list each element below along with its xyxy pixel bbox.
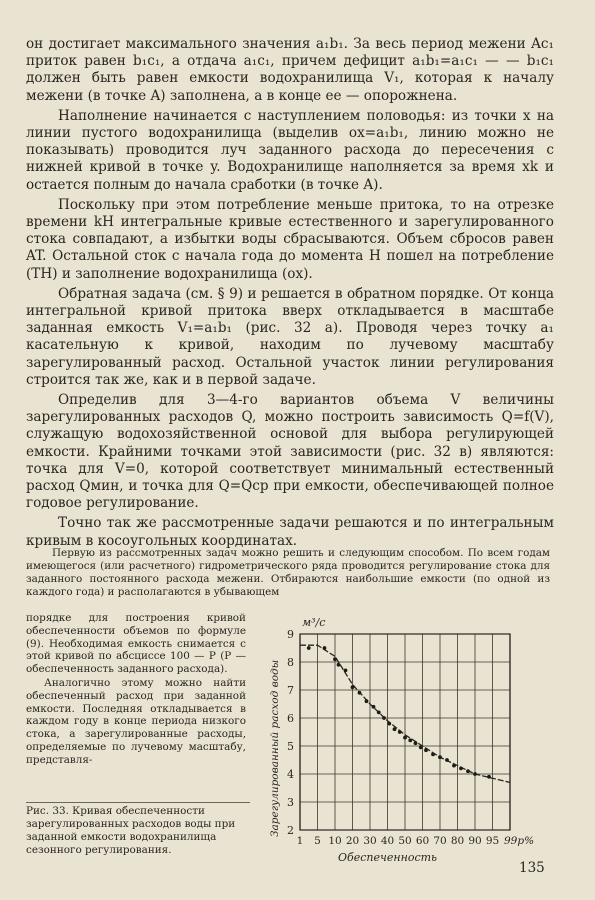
x-tick-label: 5 — [314, 835, 321, 847]
left-column-text — [26, 612, 246, 768]
data-point — [473, 772, 477, 776]
data-point — [398, 730, 402, 734]
data-point — [393, 727, 397, 731]
small-print-intro — [26, 547, 550, 599]
y-axis-label: Зарегулированный расход воды — [269, 659, 281, 837]
left-column-paragraph-2: Аналогично этому можно найти обеспеченный расход при заданной емкости. Последняя откладывается в каждом году в конце периода низкого стока, а зарегулированные расходы, определяемые по лучевому масштабу, представля- — [26, 676, 246, 766]
y-unit-label: м³/с — [302, 616, 326, 629]
x-tick-label: 95 — [485, 835, 500, 847]
x-tick-label: 70 — [433, 835, 447, 847]
data-point — [459, 767, 463, 771]
data-point — [419, 746, 423, 750]
paragraph-3: Поскольку при этом потребление меньше притока, то на отрезке времени kH интегральные кривые естественного и зарегулированного стока совпадают, а избытки воды сбрасываются. Объем сбросов равен AT. Остальной сток с начала года до момента H пошел на потребление (TH) и заполнение водохранилища (ox). — [26, 196, 554, 282]
paragraph-4: Обратная задача (см. § 9) и решается в обратном порядке. От конца интегральной кривой притока вверх откладывается в масштабе заданная емкость V₁=a₁b₁ (рис. 32 a). Проводя через точку a₁ касательную к кривой, находим по лучевому масштабу зарегулированный расход. Остальной участок линии регулирования строится так же, как и в первой задаче. — [26, 285, 554, 388]
x-tick-label: 10 — [328, 835, 342, 847]
y-tick-label: 7 — [287, 684, 294, 697]
data-point — [431, 753, 435, 757]
x-tick-labels — [297, 835, 534, 847]
left-column-paragraph-1: порядке для построения кривой обеспеченности объемов по формуле (9). Необходимая емкость снимается с этой кривой по абсциссе 100 — P (P — обеспеченность заданного расхода). — [26, 612, 246, 676]
y-tick-label: 2 — [287, 824, 294, 837]
data-point — [351, 685, 355, 689]
data-point — [377, 711, 381, 715]
paragraph-6: Точно так же рассмотренные задачи решаются и по интегральным кривым в косоугольных координатах. — [26, 515, 554, 549]
data-point — [424, 748, 428, 752]
data-point — [387, 722, 391, 726]
paragraph-5: Определив для 3—4-го вариантов объема V величины зарегулированных расходов Q, можно построить зависимость Q=f(V), служащую водохозяйственной основой для выбора регулирующей емкости. Крайними точками этой зависимости (рис. 32 в) являются: точка для V=0, которой соответствует минимальный естественный расход Qмин, и точка для Q=Qср при емкости, обеспечивающей полное годовое регулирование. — [26, 392, 554, 512]
data-point — [358, 691, 362, 695]
main-text — [26, 36, 554, 553]
y-tick-labels — [287, 628, 294, 837]
y-tick-label: 6 — [287, 712, 294, 725]
data-point — [372, 705, 376, 709]
x-tick-label: 90 — [468, 835, 482, 847]
page-number: 135 — [519, 860, 545, 876]
data-point — [333, 657, 337, 661]
data-point — [365, 699, 369, 703]
small-print-paragraph: Первую из рассмотренных задач можно решить и следующим способом. По всем годам имеющегося (или расчетного) гидрометрического ряда проводится регулирование стока для заданного постоянного расхода межени. Отбираются наибольшие емкости (по одной из каждого года) и располагаются в убывающем — [26, 547, 550, 598]
x-tick-label: 1 — [296, 835, 304, 847]
data-point — [307, 646, 311, 650]
data-point — [323, 646, 327, 650]
paragraph-1: он достигает максимального значения a₁b₁. За весь период межени Ac₁ приток равен b₁c₁, а отдача a₁c₁, причем дефицит a₁b₁=a₁c₁ — — b₁c₁ должен быть равен емкости водохранилища V₁, которая к началу межени (в точке A) заполнена, а в конце ее — опорожнена. — [26, 36, 554, 104]
y-tick-label: 8 — [287, 656, 294, 669]
data-point — [382, 716, 386, 720]
data-point — [466, 769, 470, 773]
data-point — [414, 741, 418, 745]
x-tick-label: 99p% — [504, 835, 535, 847]
data-point — [344, 669, 348, 673]
y-tick-label: 5 — [287, 740, 294, 753]
x-tick-label: 20 — [345, 835, 360, 847]
data-point — [452, 764, 456, 768]
y-tick-label: 9 — [287, 628, 294, 641]
data-point — [445, 758, 449, 762]
paragraph-2: Наполнение начинается с наступлением половодья: из точки x на линии пустого водохранилища (выделив ox=a₁b₁, линию можно не показывать) проводится луч заданного расхода до пересечения с нижней кривой в точке y. Водохранилище наполняется за время xk и остается полным до начала сработки (в точке A). — [26, 107, 554, 193]
y-tick-label: 4 — [287, 768, 294, 781]
data-points — [307, 646, 491, 779]
x-tick-label: 50 — [398, 835, 412, 847]
data-point — [487, 775, 491, 779]
x-tick-label: 80 — [450, 835, 465, 847]
data-point — [438, 755, 442, 759]
data-point — [408, 739, 412, 743]
figure-caption: Рис. 33. Кривая обеспеченности зарегулированных расходов воды при заданной емкости водохранилища сезонного регулирования. — [26, 802, 250, 857]
x-tick-label: 30 — [363, 835, 377, 847]
x-tick-label: 60 — [415, 835, 430, 847]
x-tick-label: 40 — [380, 835, 395, 847]
y-tick-label: 3 — [287, 796, 294, 809]
chart-grid — [300, 634, 510, 830]
data-point — [403, 736, 407, 740]
probability-curve-chart — [258, 612, 535, 867]
x-axis-label: Обеспеченность — [338, 851, 438, 864]
data-point — [337, 663, 341, 667]
